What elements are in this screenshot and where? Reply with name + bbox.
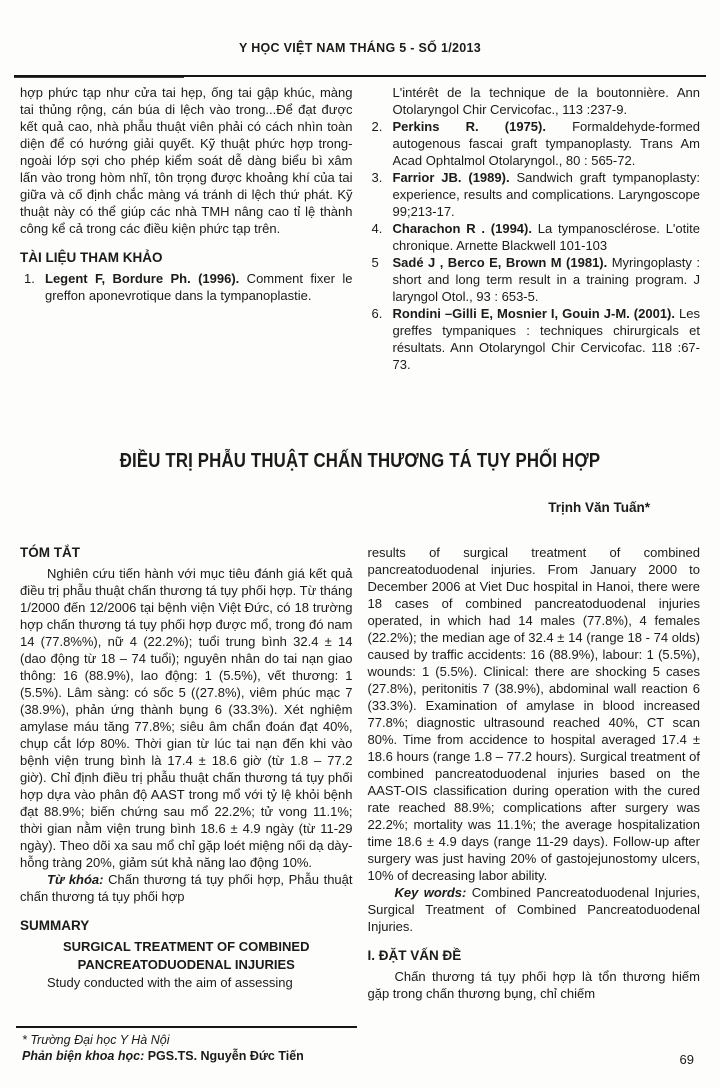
- footer-affiliation: * Trường Đại học Y Hà Nội: [22, 1033, 170, 1047]
- references-heading: TÀI LIỆU THAM KHẢO: [20, 250, 163, 265]
- reference-citation: Myringoplasty : short and long term result in a training program. J laryngol Otol., 93 : 653-5.: [392, 255, 700, 304]
- reference-citation: Les greffes tympaniques : techniques chirurgicals et résultats. Ann Otolaryngol Chir Cervicofac. 118 :67-73.: [392, 306, 700, 372]
- summary-heading: SUMMARY: [20, 918, 90, 933]
- reference-authors: Farrior JB. (1989).: [392, 170, 510, 185]
- reference-number: 3.: [371, 170, 383, 185]
- reference-item-1-continuation: [368, 84, 701, 118]
- keywords-vi: [20, 871, 353, 905]
- footer-reviewer-name: PGS.TS. Nguyễn Đức Tiến: [144, 1049, 304, 1063]
- reference-item-5: [368, 254, 701, 305]
- reference-citation: Comment fixer le greffon aponevrotique dans la tympanoplastie.: [45, 271, 353, 303]
- keywords-en-text: Combined Pancreatoduodenal Injuries, Surgical Treatment of Combined Pancreatoduodenal Injuries.: [367, 885, 700, 934]
- journal-header-title: Y HỌC VIỆT NAM THÁNG 5 - SỐ 1/2013: [239, 41, 481, 55]
- article-author: Trịnh Văn Tuấn*: [548, 500, 650, 515]
- reference-number: 6.: [371, 306, 383, 321]
- keywords-vi-text: Chấn thương tá tụy phối hợp, Phẫu thuật chấn thương tá tụy phối hợp: [20, 872, 353, 904]
- top-right-column: [368, 84, 701, 373]
- tom-tat-heading: TÓM TẮT: [20, 545, 80, 560]
- reference-authors: Perkins R. (1975).: [392, 119, 546, 134]
- footer-reviewer-label: Phản biện khoa học:: [22, 1049, 145, 1063]
- reference-item-3: [368, 169, 701, 220]
- reference-citation: Sandwich graft tympanoplasty: experience, results and complications. Laryngoscope 99;213-17.: [392, 170, 701, 219]
- reference-number: 2.: [371, 119, 383, 134]
- reference-item-4: [368, 220, 701, 254]
- reference-citation: L'intérêt de la technique de la boutonnière. Ann Otolaryngol Chir Cervicofac., 113 :237-9.: [392, 85, 700, 117]
- abstract-section: [20, 544, 700, 1002]
- reference-authors: Rondini –Gilli E, Mosnier I, Gouin J-M. (2001).: [392, 306, 675, 321]
- footer-reviewer: [22, 1048, 304, 1064]
- reference-number: 1.: [24, 271, 35, 286]
- abstract-left-column: [20, 544, 353, 1002]
- article-title: [0, 449, 720, 473]
- reference-item-1: [20, 270, 353, 304]
- keywords-en: [368, 884, 701, 935]
- intro-section-heading: I. ĐẶT VẤN ĐỀ: [367, 948, 462, 963]
- reference-number: 5: [371, 255, 379, 270]
- page-number: 69: [679, 1052, 694, 1067]
- footnote-rule: [16, 1026, 357, 1028]
- abstract-body-vi: Nghiên cứu tiến hành với mục tiêu đánh giá kết quả điều trị phẫu thuật chấn thương tá tụy phối hợp. Từ tháng 1/2000 đến 12/2006 tại bệnh viện Việt Đức, có 18 trường hợp chấn thương tá tụy phối hợp được mổ, trong đó nam 14 (77.8%%), nữ 4 (22.2%); tuổi trung bình 32.4 ± 14 (dao động từ 18 – 74 tuổi); nguyên nhân do tai nạn giao thông: 16 (88.9%), lao động: 1 (5.5%), vết thương: 1 (5.5%). Lâm sàng: có sốc 5 ((27.8%), viêm phúc mạc 7 (38.9%), phản ứng thành bụng 6 (33.3%). Xét nghiệm amylase máu tăng 77.8%; siêu âm chẩn đoán đạt 40%, chụp cắt lớp 80%. Thời gian từ lúc tai nạn đến khi vào bệnh viện trung bình là 17.4 ± 18.6 giờ (từ 1.8 – 77.2 giờ). Chỉ định điều trị phẫu thuật chấn thương tá tụy phối hợp dựa vào phân độ AAST trong mổ với tỷ lệ khỏi bệnh đạt 88.9%; biến chứng sau mổ 22.2%; tử vong 11.1%; thời gian nằm viện trung bình 18.6 ± 4.9 ngày (từ 11-29 ngày). Theo dõi xa sau mổ chỉ gặp loét miệng nối dạ dày-hỗng tràng 20%, giảm sút khả năng lao động 10%.: [20, 566, 353, 870]
- reference-citation: Formaldehyde-formed autogenous fascai graft tympanoplasty. Trans Am Acad Ophtalmol Otolaryngol., 80 : 565-72.: [392, 119, 701, 168]
- intro-section-body: Chấn thương tá tụy phối hợp là tổn thương hiếm gặp trong chấn thương bụng, chỉ chiếm: [367, 969, 700, 1001]
- reference-number: 4.: [371, 221, 383, 236]
- abstract-right-column: [368, 544, 701, 1002]
- reference-citation: La tympanosclérose. L'otite chronique. Arnette Blackwell 101-103: [392, 221, 700, 253]
- reference-authors: Charachon R . (1994).: [392, 221, 532, 236]
- prev-article-closing-paragraph: hợp phức tạp như cửa tai hẹp, ống tai gập khúc, màng tai thủng rộng, cán búa di lệch vào trong...Để đạt được kết quả cao, nhà phẫu thuật viên phải có cách nhìn toàn diện để có hướng giải quyết. Kỹ thuật phức hợp trong- ngoài lớp sợi cho phép kiểm soát dễ dàng biểu bì xâm lấn vào trong hòm nhĩ, tôn trọng được khoảng khí của tai giữa và cố định chắc màng vá tránh di lệch thứ phát. Kỹ thuật này có thể giúp các nhà TMH nâng cao tỉ lệ thành công kể cả trong các điều kiện phức tạp trên.: [20, 85, 353, 236]
- article-title-text: ĐIỀU TRỊ PHẪU THUẬT CHẤN THƯƠNG TÁ TỤY PHỐI HỢP: [119, 450, 601, 472]
- reference-item-6: [368, 305, 701, 373]
- reference-authors: Sadé J , Berco E, Brown M (1981).: [392, 255, 608, 270]
- reference-item-2: [368, 118, 701, 169]
- top-section: [20, 84, 700, 373]
- keywords-vi-label: Từ khóa:: [47, 872, 104, 887]
- summary-subtitle: SURGICAL TREATMENT OF COMBINED PANCREATODUODENAL INJURIES: [62, 939, 310, 972]
- keywords-en-label: Key words:: [394, 885, 467, 900]
- top-left-column: [20, 84, 353, 373]
- summary-body-en: results of surgical treatment of combined pancreatoduodenal injuries. From January 2000 to December 2006 at Viet Duc hospital in Hanoi, there were 18 cases of combined pancreatoduodenal injuries operated, in which had 14 males (77.8%), 4 females (22.2%); the median age of 32.4 ± 14 (range 18 - 74 olds) caused by traffic accidents: 16 (88.9%), labour: 1 (5.5%), wounds: 1 (5.5%). Clinical: there are shocking 5 cases (27.8%), peritonitis 7 (38.9%), abdominal wall reaction 6 (33.3%). Examination of amylase in blood increased 77.8%; diagnostic ultrasound reached 40%, CT scan 80%. Time from accidence to hospital averaged 17.4 ± 18.6 hours (range 1.8 – 77.2 hours). Surgical treatment of combined pancreatoduodenal injuries based on the AAST-OIS classification during operation with the cured rate reached 88.9%; complications after surgery was 22.2%; mortality was 11.1%; the average hospitalization time 18.6 ± 4.9 days (range 11-29 days). Follow-up after surgery was just having 20% of gastojejunostomy ulcers, 10% of decreasing labor ability.: [367, 545, 700, 883]
- header-rule: [14, 75, 706, 77]
- summary-intro-line: Study conducted with the aim of assessing: [47, 975, 293, 990]
- reference-authors: Legent F, Bordure Ph. (1996).: [45, 271, 240, 286]
